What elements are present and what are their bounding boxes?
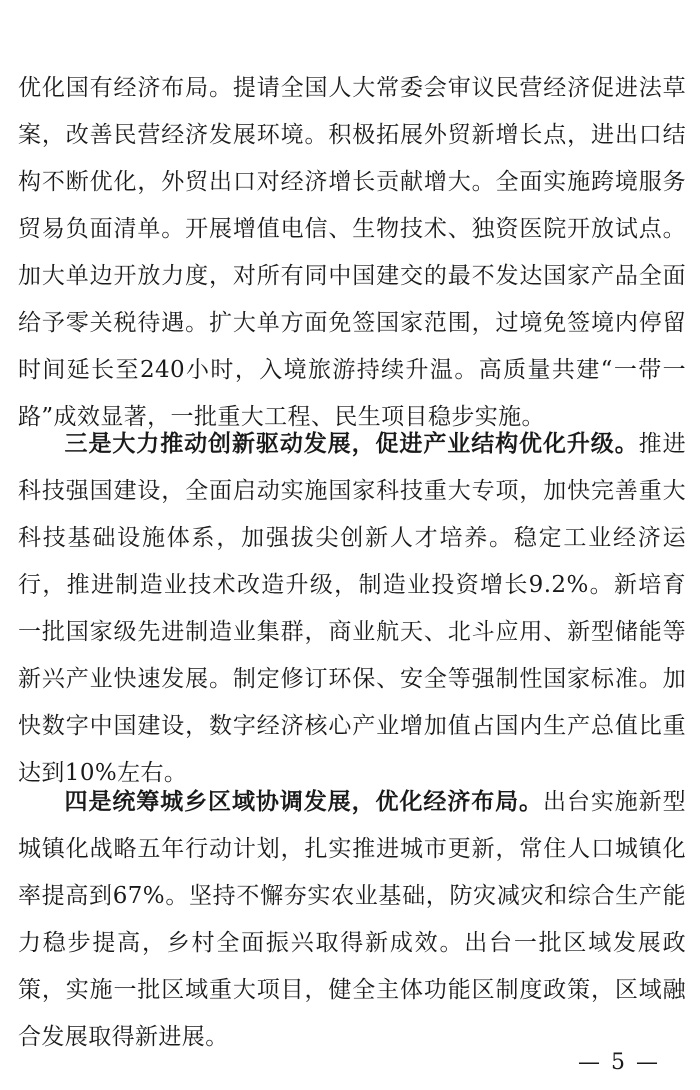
paragraph-1 — [18, 64, 686, 441]
paragraph-2-lead: 三是大力推动创新驱动发展，促进产业结构优化升级。 — [64, 430, 639, 457]
paragraph-3 — [18, 778, 686, 1061]
paragraph-2-text: 推进科技强国建设，全面启动实施国家科技重大专项，加快完善重大科技基础设施体系，加强拔尖创新人才培养。稳定工业经济运行，推进制造业技术改造升级，制造业投资增长9.2%。新培育一批国家级先进制造业集群，商业航天、北斗应用、新型储能等新兴产业快速发展。制定修订环保、安全等强制性国家标准。加快数字中国建设，数字经济核心产业增加值占国内生产总值比重达到10%左右。 — [18, 431, 686, 786]
paragraph-3-lead: 四是统筹城乡区域协调发展，优化经济布局。 — [64, 788, 543, 815]
page-number: — 5 — — [578, 1050, 660, 1075]
paragraph-3-text: 出台实施新型城镇化战略五年行动计划，扎实推进城市更新，常住人口城镇化率提高到67%。坚持不懈夯实农业基础，防灾减灾和综合生产能力稳步提高，乡村全面振兴取得新成效。出台一批区域发展政策，实施一批区域重大项目，健全主体功能区制度政策，区域融合发展取得新进展。 — [18, 789, 686, 1050]
paragraph-1-text: 优化国有经济布局。提请全国人大常委会审议民营经济促进法草案，改善民营经济发展环境。积极拓展外贸新增长点，进出口结构不断优化，外贸出口对经济增长贡献增大。全面实施跨境服务贸易负面清单。开展增值电信、生物技术、独资医院开放试点。加大单边开放力度，对所有同中国建交的最不发达国家产品全面给予零关税待遇。扩大单方面免签国家范围，过境免签境内停留时间延长至240小时，入境旅游持续升温。高质量共建“一带一路”成效显著，一批重大工程、民生项目稳步实施。 — [18, 75, 686, 430]
paragraph-2 — [18, 420, 686, 797]
